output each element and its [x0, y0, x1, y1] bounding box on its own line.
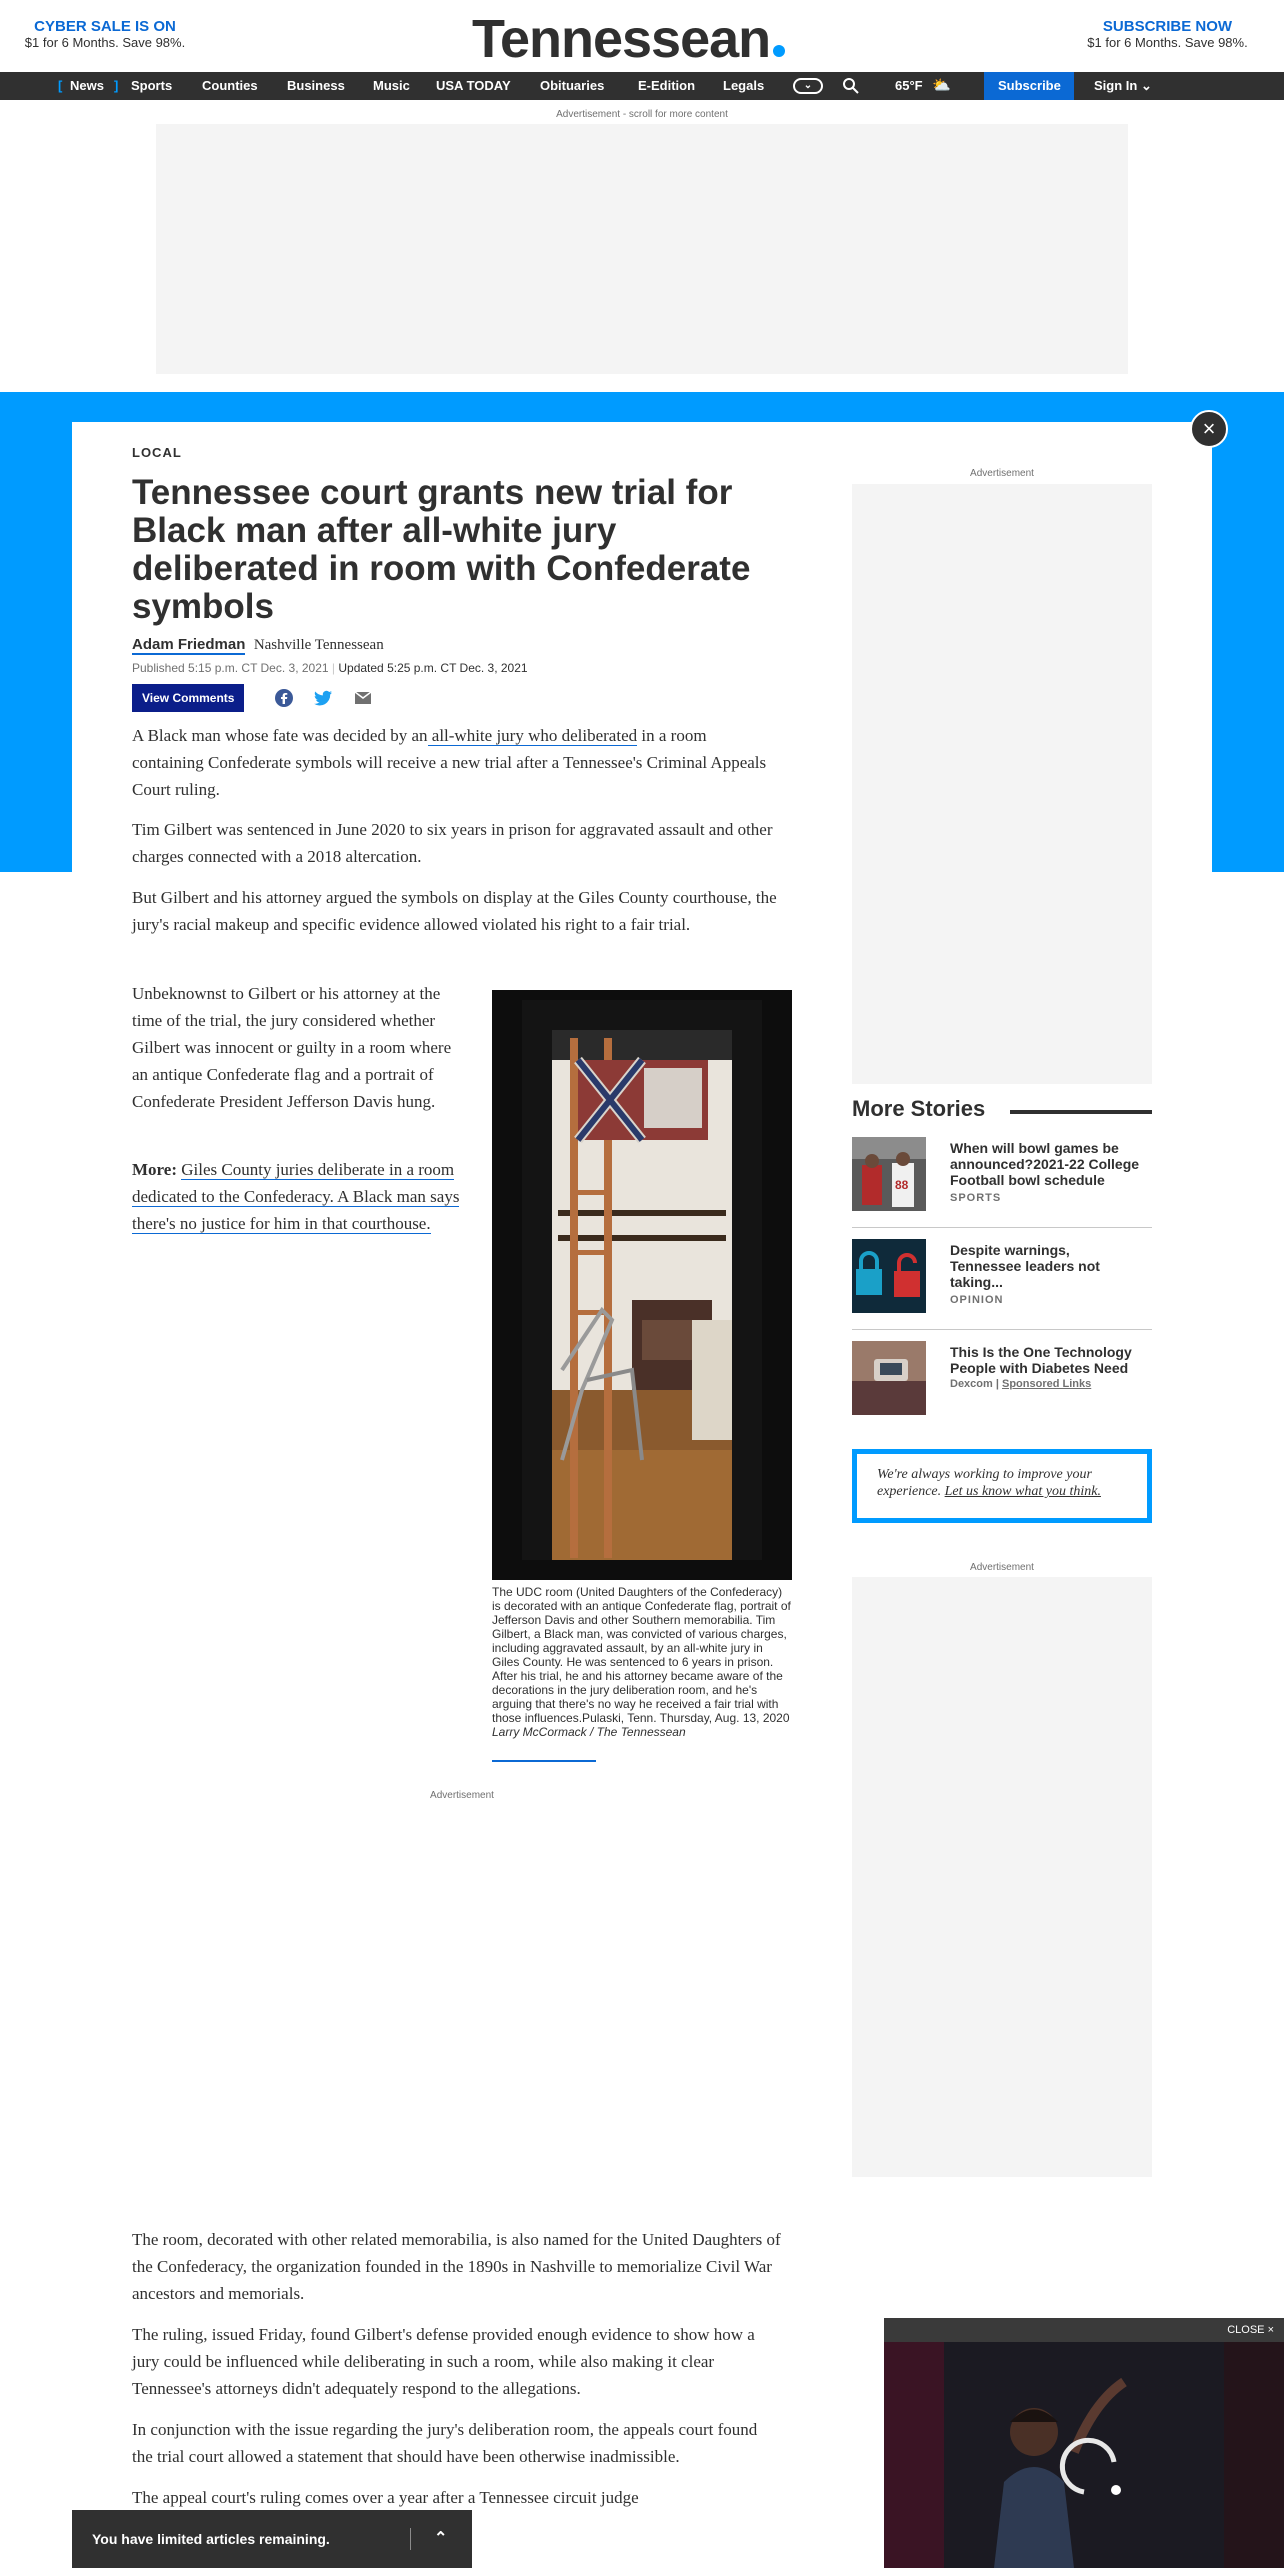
nav-item-counties[interactable]: Counties — [202, 78, 258, 93]
email-share-icon[interactable] — [354, 690, 372, 706]
photo-credit: Larry McCormack / The Tennessean — [492, 1725, 686, 1739]
close-article-button[interactable]: × — [1190, 410, 1228, 448]
story-thumb-2[interactable] — [852, 1239, 926, 1313]
floating-video-player[interactable] — [884, 2318, 1284, 2568]
cyber-sale-promo[interactable] — [20, 18, 190, 50]
sponsored-links[interactable]: Sponsored Links — [1002, 1378, 1092, 1390]
caption-divider — [492, 1760, 596, 1762]
nav-item-news[interactable]: News — [70, 78, 104, 93]
article-dates — [132, 661, 528, 675]
sidebar-ad-slot-1[interactable] — [852, 484, 1152, 1084]
story-divider-2 — [852, 1329, 1152, 1330]
paragraph-4: Unbeknownst to Gilbert or his attorney at the time of the trial, the jury considered whether Gilbert was innocent or guilty in a room where an antique Confederate flag and a portrait of Confederate President Jefferson Davis hung. — [132, 984, 452, 1111]
video-close-bar[interactable]: CLOSE × — [884, 2318, 1284, 2342]
sidebar-ad-label-2: Advertisement — [970, 1562, 1034, 1573]
story-title-1[interactable]: When will bowl games be announced?2021-22 College Football bowl schedule — [950, 1140, 1140, 1188]
date-divider: | — [331, 661, 339, 675]
in-article-ad-slot[interactable] — [132, 1805, 792, 2215]
nav-item-sports[interactable]: Sports — [131, 78, 173, 93]
weather-icon: ⛅ — [932, 77, 951, 94]
story-divider-1 — [852, 1227, 1152, 1228]
photo-caption: The UDC room (United Daughters of the Confederacy) is decorated with an antique Confederate flag, portrait of Jefferson Davis and other Southern memorabilia. Tim Gilbert, a Black man, was convicted of various charges, including aggravated assault, by an all-white jury in Giles County. He was sentenced to 6 years in prison. After his trial, he and his attorney became aware of the decorations in the jury deliberation room, and he's arguing that there's no way he received a fair trial with those influences.Pulaski, Tenn. Thursday, Aug. 13, 2020 Larry McCormack / The Tennessean — [492, 1585, 791, 1739]
more-label: More: — [132, 1160, 177, 1179]
nav-item-eedition[interactable]: E-Edition — [638, 78, 696, 93]
nav-item-legals[interactable]: Legals — [723, 78, 765, 93]
updated-date: Updated 5:25 p.m. CT Dec. 3, 2021 — [338, 661, 528, 675]
nav-item-usatoday[interactable]: USA TODAY — [436, 78, 511, 93]
site-logo[interactable]: Tennessean — [472, 8, 785, 70]
weather-temp[interactable]: 65°F — [895, 78, 923, 93]
section-label[interactable]: LOCAL — [132, 445, 182, 460]
paragraph-6: The ruling, issued Friday, found Gilbert's defense provided enough evidence to show how a jury could be influenced while deliberating in such a room, while also making it clear Tennessee's attorneys didn't adequately respond to the allegations. — [132, 2325, 755, 2398]
feedback-box — [852, 1449, 1152, 1523]
published-date: Published 5:15 p.m. CT Dec. 3, 2021 — [132, 661, 329, 675]
nav-bracket-left: [ — [58, 78, 63, 93]
ad-top-label: Advertisement - scroll for more content — [556, 109, 728, 120]
svg-text:88: 88 — [895, 1178, 909, 1192]
nav-item-business[interactable]: Business — [287, 78, 345, 93]
main-nav — [0, 72, 1284, 100]
story-title-2[interactable]: Despite warnings, Tennessee leaders not taking... — [950, 1242, 1100, 1290]
paragraph-8: The appeal court's ruling comes over a year after a Tennessee circuit judge — [132, 2488, 639, 2507]
giles-county-link[interactable]: Giles County juries deliberate in a room dedicated to the Confederacy. A Black man says there's no justice for him in that courthouse. — [132, 1160, 460, 1233]
logo-dot — [773, 45, 785, 57]
all-white-jury-link[interactable]: all-white jury who deliberated — [427, 726, 638, 745]
story-category-1[interactable]: SPORTS — [950, 1192, 1002, 1204]
paragraph-2: Tim Gilbert was sentenced in June 2020 to six years in prison for aggravated assault and other charges connected with a 2018 altercation. — [132, 820, 773, 866]
limited-articles-text: You have limited articles remaining. — [92, 2531, 330, 2547]
paragraph-3: But Gilbert and his attorney argued the symbols on display at the Giles County courthouse, the jury's racial makeup and specific evidence allowed violated his right to a fair trial. — [132, 888, 777, 934]
nav-item-music[interactable]: Music — [373, 78, 410, 93]
subscribe-sub: $1 for 6 Months. Save 98%. — [1087, 35, 1248, 50]
limited-articles-bar[interactable] — [72, 2510, 472, 2568]
feedback-link[interactable]: Let us know what you think. — [944, 1484, 1101, 1499]
story-category-2[interactable]: OPINION — [950, 1294, 1004, 1306]
search-icon[interactable] — [842, 72, 860, 100]
author-link[interactable]: Adam Friedman — [132, 636, 246, 653]
subscribe-title: SUBSCRIBE NOW — [1102, 18, 1233, 35]
nav-bracket-right: ] — [114, 78, 119, 93]
chevron-up-icon[interactable]: ⌃ — [434, 2530, 448, 2547]
feedback-text: We're always working to improve your experience. — [877, 1467, 1092, 1499]
author-location: Nashville Tennessean — [253, 637, 384, 653]
more-stories-heading: More Stories — [852, 1096, 986, 1121]
limited-divider — [410, 2528, 411, 2550]
article-headline: Tennessee court grants new trial for Black man after all-white jury deliberated in room with Confederate symbols — [132, 473, 751, 626]
story-title-3[interactable]: This Is the One Technology People with Diabetes Need — [950, 1344, 1132, 1376]
facebook-share-icon[interactable] — [274, 688, 294, 708]
ad-top-slot[interactable] — [156, 124, 1128, 374]
paragraph-5: The room, decorated with other related memorabilia, is also named for the United Daughters of the Confederacy, the organization founded in the 1890s in Nashville to memorialize Civil War ancestors and memorials. — [132, 2230, 781, 2303]
video-frame — [884, 2342, 1284, 2568]
more-stories-rule — [1010, 1110, 1152, 1114]
paragraph-7: In conjunction with the issue regarding the jury's deliberation room, the appeals court found the trial court allowed a statement that should have been otherwise inadmissible. — [132, 2420, 758, 2466]
byline — [132, 636, 384, 654]
more-menu-icon[interactable]: ⌄ — [793, 78, 823, 94]
video-close-label: CLOSE — [1227, 2324, 1265, 2336]
cyber-sale-title: CYBER SALE IS ON — [34, 18, 176, 35]
sponsor-name[interactable]: Dexcom — [950, 1378, 993, 1390]
cyber-sale-sub: $1 for 6 Months. Save 98%. — [24, 35, 186, 50]
paragraph-1: A Black man whose fate was decided by an all-white jury who deliberated in a room containing Confederate symbols will receive a new trial after a Tennessee's Criminal Appeals Court ruling. — [132, 726, 767, 799]
twitter-share-icon[interactable] — [313, 688, 333, 708]
subscribe-promo[interactable] — [1080, 18, 1255, 50]
udc-room-photo[interactable] — [492, 990, 792, 1580]
story-thumb-3[interactable] — [852, 1341, 926, 1415]
in-article-ad-label: Advertisement — [430, 1790, 494, 1801]
subscribe-button[interactable]: Subscribe — [984, 72, 1074, 100]
nav-item-obituaries[interactable]: Obituaries — [540, 78, 605, 93]
sidebar-ad-label-1: Advertisement — [970, 468, 1034, 479]
view-comments-button[interactable]: View Comments — [132, 684, 244, 712]
sign-in-button[interactable]: Sign In ⌄ — [1094, 78, 1152, 93]
sidebar-ad-slot-2[interactable] — [852, 1577, 1152, 2177]
more-link-paragraph — [132, 1156, 462, 1237]
sponsor-line: Dexcom | Sponsored Links — [950, 1378, 1092, 1390]
story-thumb-1[interactable] — [852, 1137, 926, 1211]
